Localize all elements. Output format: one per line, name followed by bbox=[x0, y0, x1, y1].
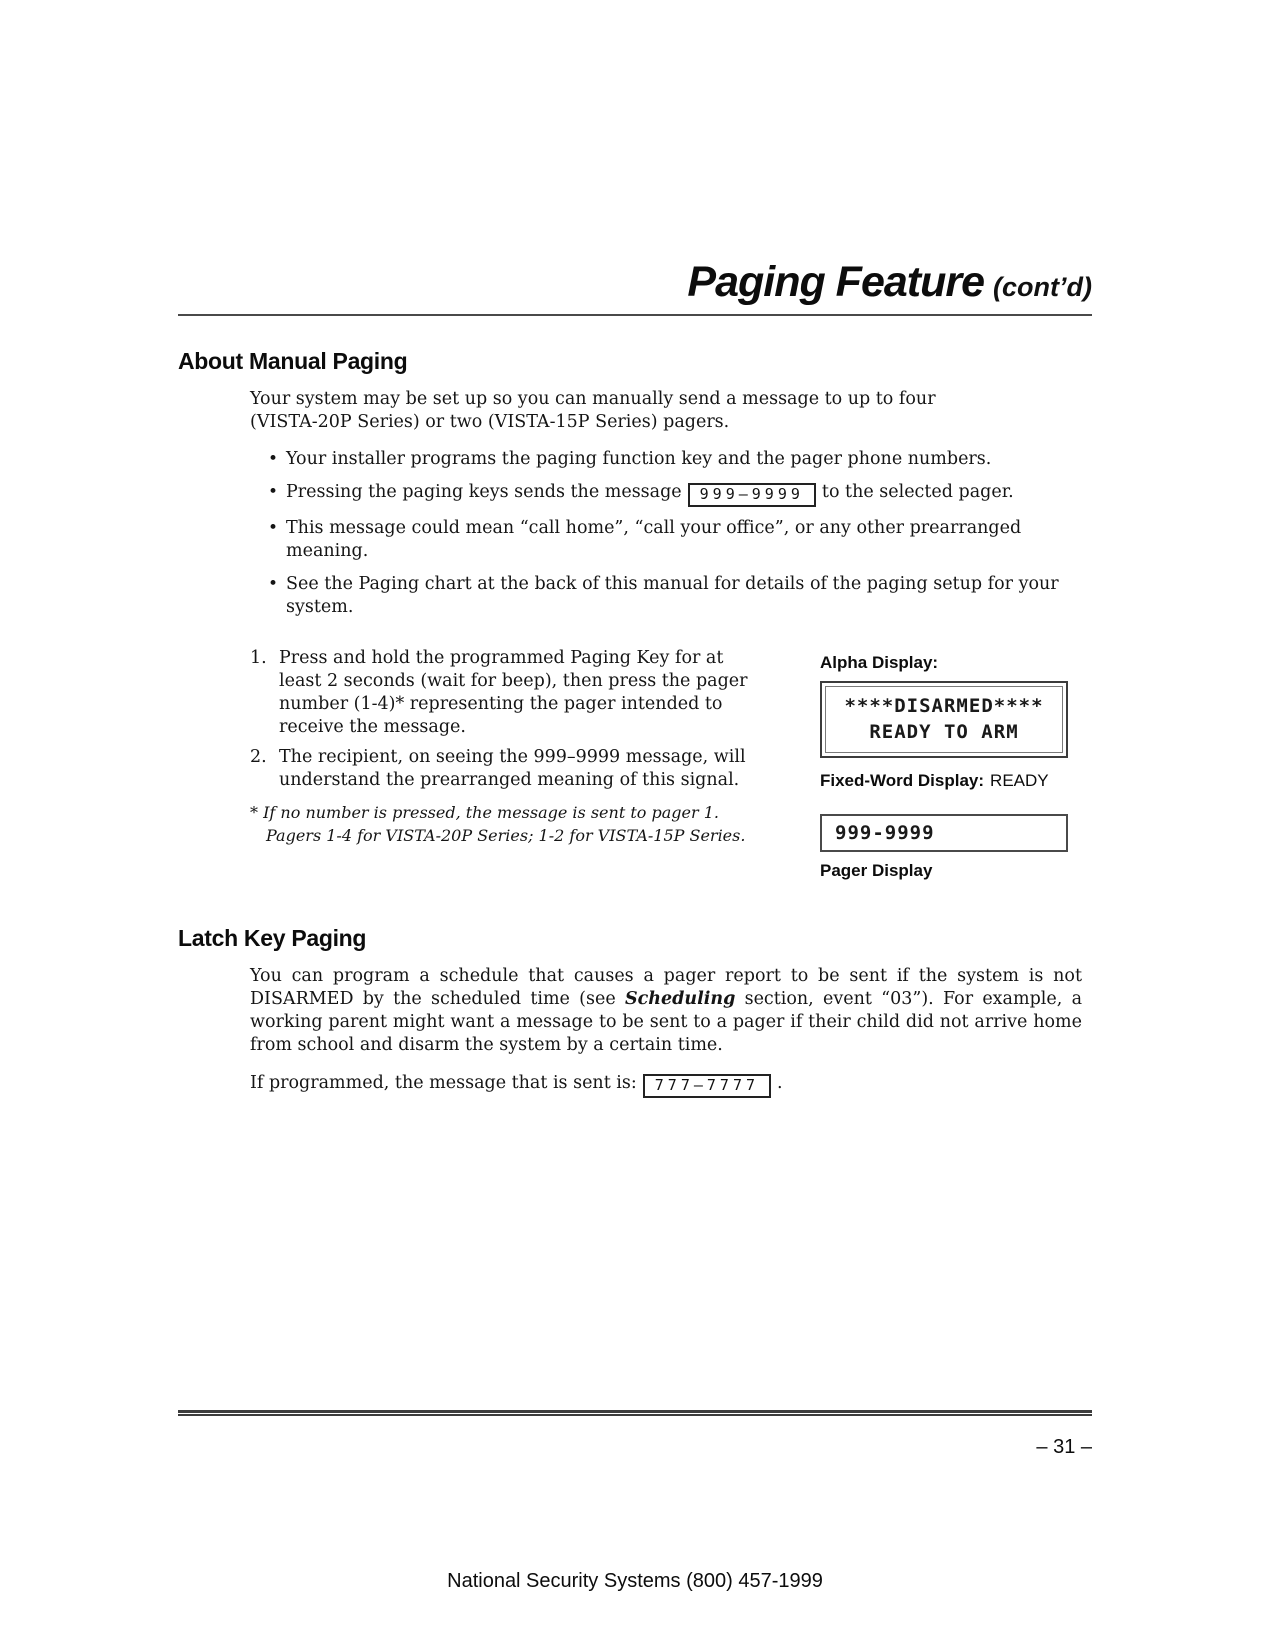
bullet-text: See the Paging chart at the back of this manual for details of the paging setup for your system. bbox=[286, 574, 1059, 617]
latch-message-pre: If programmed, the message that is sent is: bbox=[250, 1073, 637, 1093]
page-number: – 31 – bbox=[1036, 1436, 1092, 1458]
steps-and-displays-row bbox=[250, 647, 1092, 881]
latch-message-post: . bbox=[777, 1073, 783, 1093]
page-title-suffix: (cont’d) bbox=[993, 272, 1092, 302]
bullet-text-post: to the selected pager. bbox=[821, 482, 1014, 502]
about-bullet-list bbox=[178, 448, 1068, 619]
alpha-display-screen bbox=[825, 686, 1063, 753]
alpha-display-line-1: ****DISARMED**** bbox=[844, 695, 1044, 717]
bullet-text: Your installer programs the paging function key and the pager phone numbers. bbox=[286, 449, 992, 469]
latch-message-line bbox=[250, 1072, 1092, 1098]
alpha-display-box bbox=[820, 681, 1068, 758]
pager-display-label: Pager Display bbox=[820, 861, 933, 880]
step-2 bbox=[250, 746, 750, 792]
step-1-number: 1. bbox=[250, 648, 267, 668]
section-heading-latch-key-paging: Latch Key Paging bbox=[178, 925, 367, 951]
step-1-text: Press and hold the programmed Paging Key for at least 2 seconds (wait for beep), then press the pager number (1-4)* representing the pager intended to receive the message. bbox=[279, 648, 748, 737]
bottom-rule bbox=[178, 1410, 1092, 1416]
footer-company-line: National Security Systems (800) 457-1999 bbox=[447, 1570, 823, 1592]
latch-message-number-box: 777–7777 bbox=[643, 1074, 771, 1098]
footnote-line-2: Pagers 1-4 for VISTA-20P Series; 1-2 for VISTA-15P Series. bbox=[266, 826, 746, 845]
fixed-word-display-label: Fixed-Word Display: bbox=[820, 771, 985, 790]
title-rule bbox=[178, 314, 1092, 316]
bullet-message-meaning bbox=[268, 517, 1068, 563]
page-content bbox=[178, 0, 1092, 1098]
latch-key-paragraph bbox=[250, 965, 1082, 1057]
pager-display-value: 999-9999 bbox=[835, 822, 935, 844]
latch-text-scheduling-ref: Scheduling bbox=[624, 989, 736, 1009]
bullet-installer-programs bbox=[268, 448, 1068, 471]
message-number-box: 999–9999 bbox=[688, 483, 816, 507]
page-title-main: Paging Feature bbox=[687, 258, 985, 306]
step-2-text: The recipient, on seeing the 999–9999 message, will understand the prearranged meaning of this signal. bbox=[279, 747, 746, 790]
alpha-display-label: Alpha Display: bbox=[820, 653, 939, 672]
bullet-see-paging-chart bbox=[268, 573, 1068, 619]
alpha-display-line-2: READY TO ARM bbox=[869, 721, 1019, 743]
page-title bbox=[178, 258, 1092, 307]
numbered-steps bbox=[250, 647, 750, 847]
pager-display-box bbox=[820, 814, 1068, 852]
bullet-text: This message could mean “call home”, “call your office”, or any other prearranged meaning. bbox=[286, 518, 1022, 561]
step-1 bbox=[250, 647, 750, 739]
about-intro-paragraph: Your system may be set up so you can manually send a message to up to four (VISTA-20P Series) or two (VISTA-15P Series) pagers. bbox=[250, 389, 936, 432]
latch-text-pre: You can program a schedule that causes a pager report to be sent if the system is not DISARMED by the scheduled time (see bbox=[250, 966, 1082, 1009]
footnote-line-1: * If no number is pressed, the message is sent to pager 1. bbox=[250, 803, 719, 822]
fixed-word-display-value: READY bbox=[990, 771, 1049, 790]
step-2-number: 2. bbox=[250, 747, 267, 767]
fixed-word-display-line bbox=[820, 771, 1068, 791]
bullet-pressing-keys bbox=[268, 481, 1068, 507]
display-examples bbox=[820, 647, 1068, 881]
section-heading-about-manual-paging: About Manual Paging bbox=[178, 348, 408, 374]
pager-footnote bbox=[250, 801, 750, 847]
latch-text-post: section, event “03”). For example, a working parent might want a message to be sent to a pager if their child did not arrive home from school and disarm the system by a certain time. bbox=[250, 989, 1082, 1055]
bullet-text-pre: Pressing the paging keys sends the message bbox=[286, 482, 682, 502]
